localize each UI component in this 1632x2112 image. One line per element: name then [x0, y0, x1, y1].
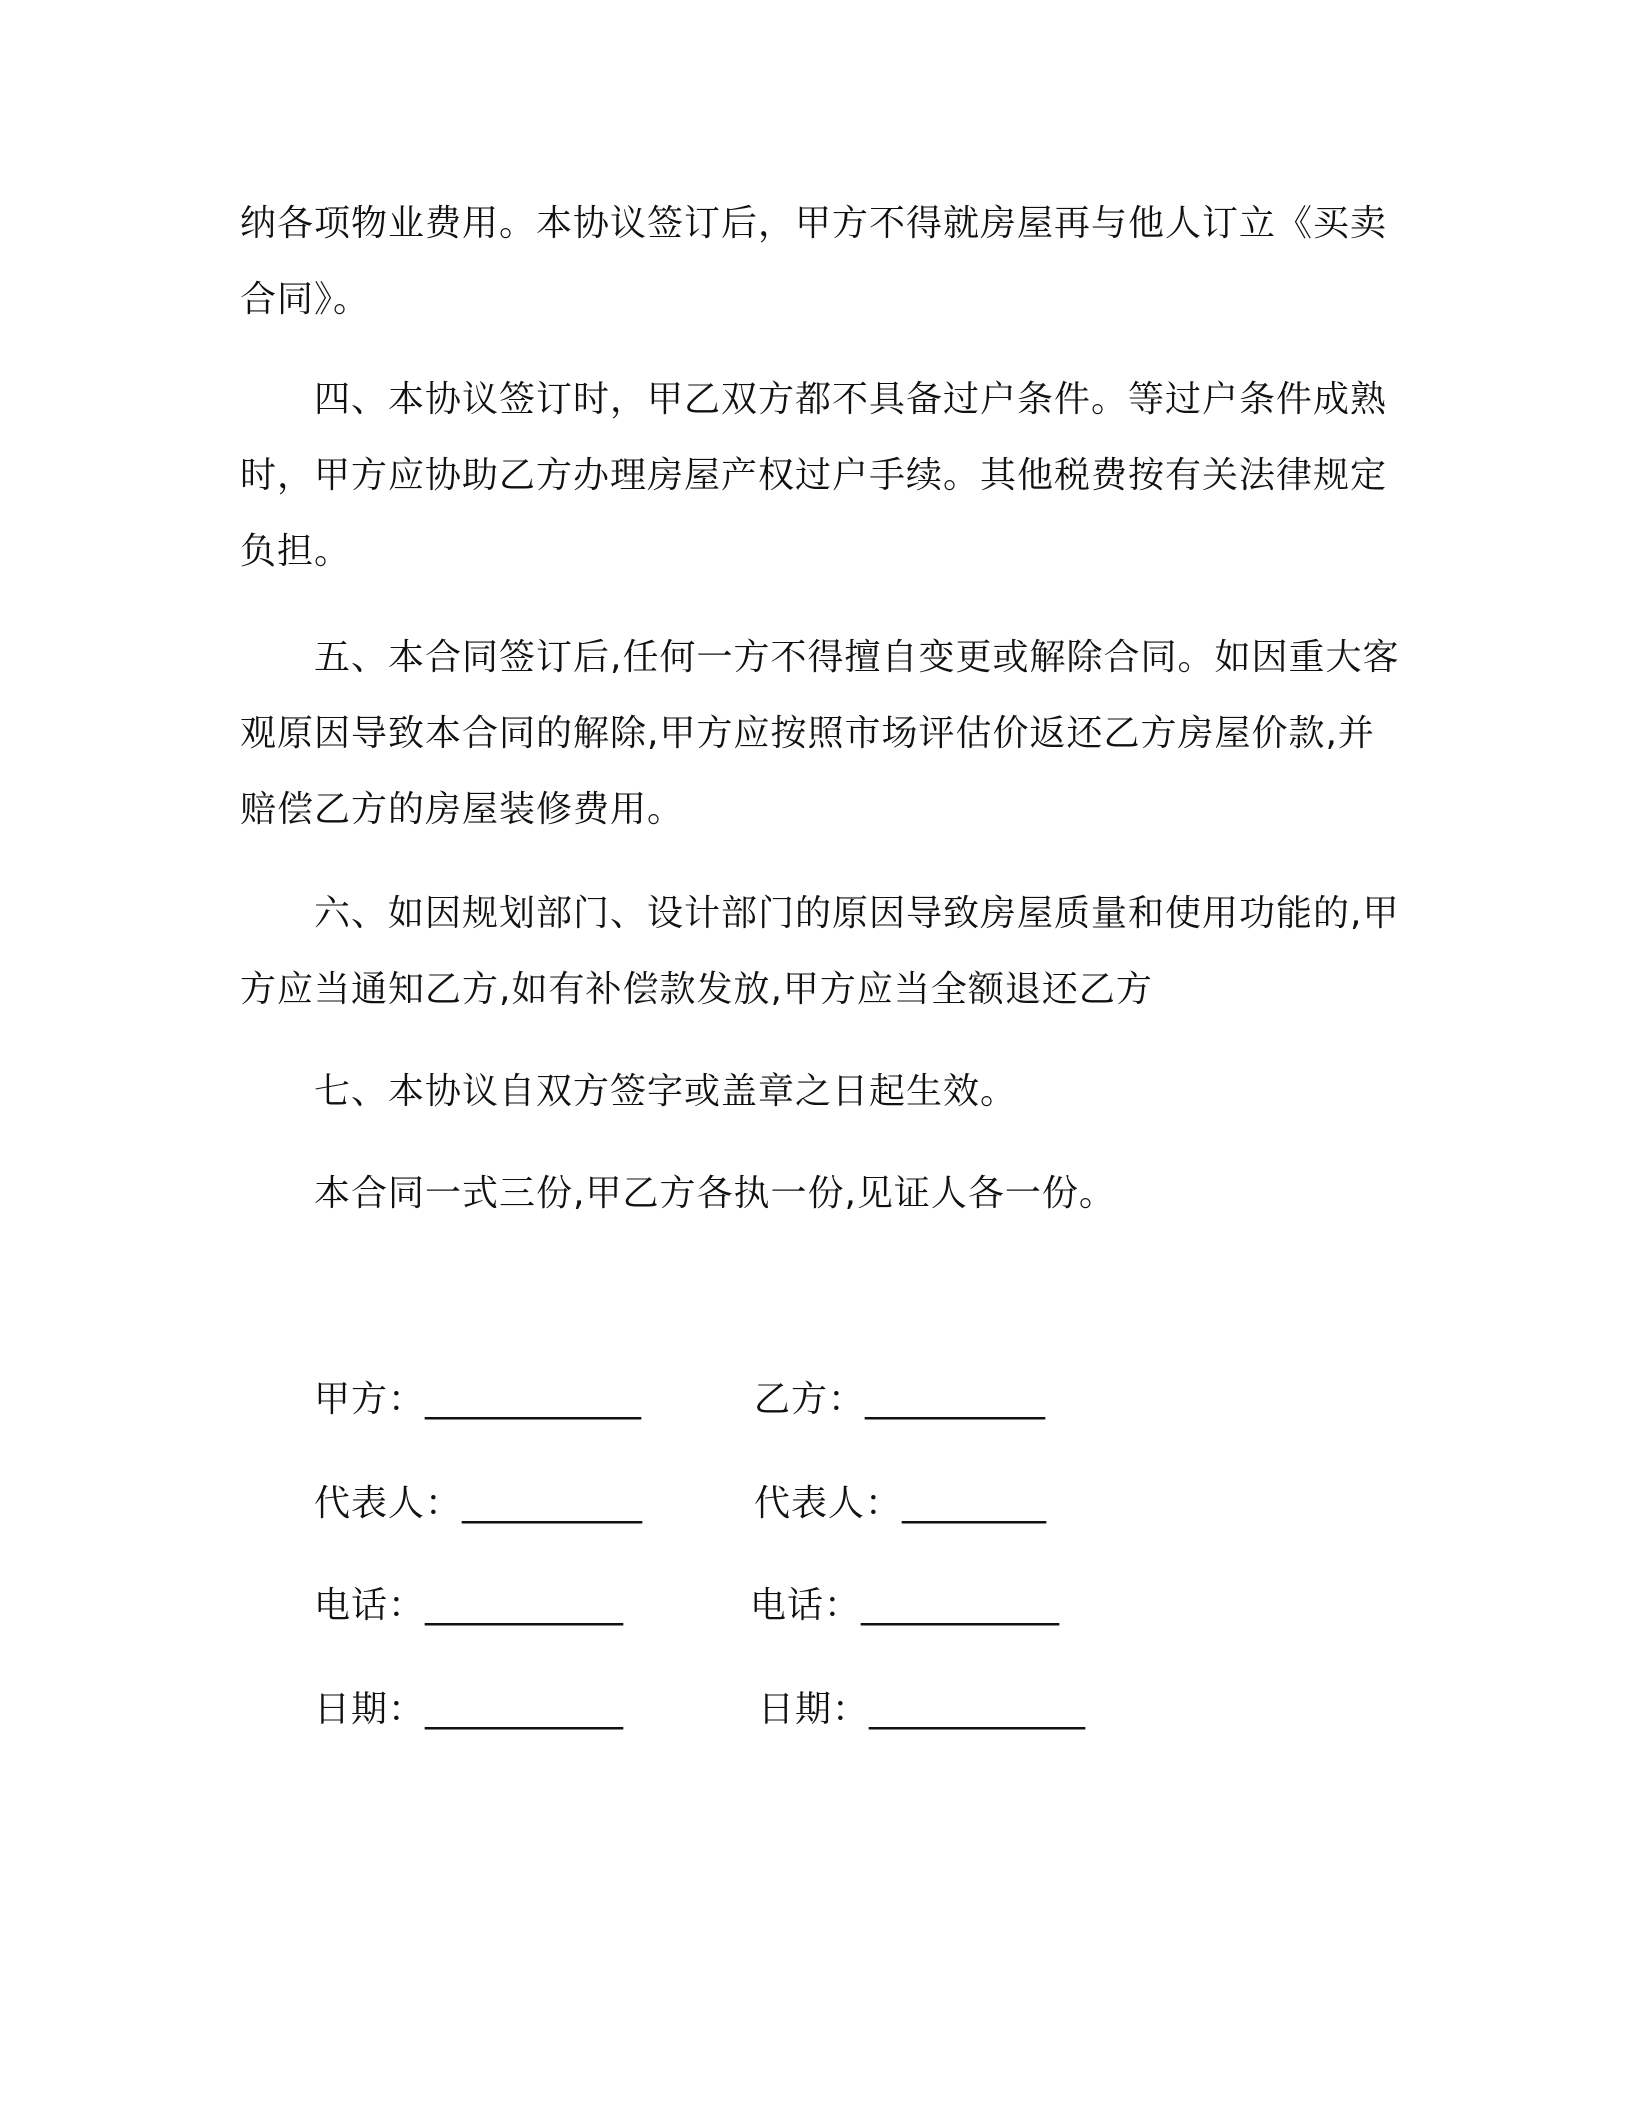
party-a-label: 甲方：: [314, 1379, 426, 1420]
party-b-phone-line: [750, 1582, 1059, 1630]
party-a-phone-label: 电话：: [314, 1585, 426, 1626]
party-b-date-blank: ____________: [869, 1689, 1086, 1730]
party-a-phone-line: [314, 1582, 623, 1630]
party-b-rep-label: 代表人：: [754, 1483, 903, 1524]
paragraph-clause-4: 四、本协议签订时，甲乙双方都不具备过户条件。等过户条件成熟时，甲方应协助乙方办理房屋产权过户手续。其他税费按有关法律规定负担。: [240, 379, 1388, 572]
party-b-date-label: 日期：: [758, 1689, 870, 1730]
party-a-signature-line: [314, 1376, 641, 1424]
party-b-label: 乙方：: [754, 1379, 866, 1420]
paragraph-clause-6: 六、如因规划部门、设计部门的原因导致房屋质量和使用功能的,甲方应当通知乙方,如有补偿款发放,甲方应当全额退还乙方: [240, 893, 1400, 1010]
paragraph-continuation: 纳各项物业费用。本协议签订后，甲方不得就房屋再与他人订立《买卖合同》。: [240, 203, 1388, 320]
party-b-representative-line: [754, 1480, 1046, 1528]
party-a-date-blank: ___________: [425, 1689, 624, 1730]
party-b-rep-blank: ________: [902, 1483, 1047, 1524]
party-a-rep-blank: __________: [462, 1483, 643, 1524]
party-a-representative-line: [314, 1480, 642, 1528]
party-a-date-label: 日期：: [314, 1689, 426, 1730]
party-a-rep-label: 代表人：: [314, 1483, 463, 1524]
paragraph-clause-5: 五、本合同签订后,任何一方不得擅自变更或解除合同。如因重大客观原因导致本合同的解除,甲方应按照市场评估价返还乙方房屋价款,并赔偿乙方的房屋装修费用。: [240, 637, 1400, 830]
party-b-phone-label: 电话：: [750, 1585, 862, 1626]
party-b-date-line: [758, 1686, 1085, 1734]
party-a-phone-blank: ___________: [425, 1585, 624, 1626]
party-b-blank: __________: [865, 1379, 1046, 1420]
party-a-date-line: [314, 1686, 623, 1734]
paragraph-clause-7: 七、本协议自双方签字或盖章之日起生效。: [314, 1071, 1018, 1112]
paragraph-copies: 本合同一式三份,甲乙方各执一份,见证人各一份。: [314, 1173, 1116, 1214]
party-b-phone-blank: ___________: [861, 1585, 1060, 1626]
party-a-blank: ____________: [425, 1379, 642, 1420]
party-b-signature-line: [754, 1376, 1045, 1424]
